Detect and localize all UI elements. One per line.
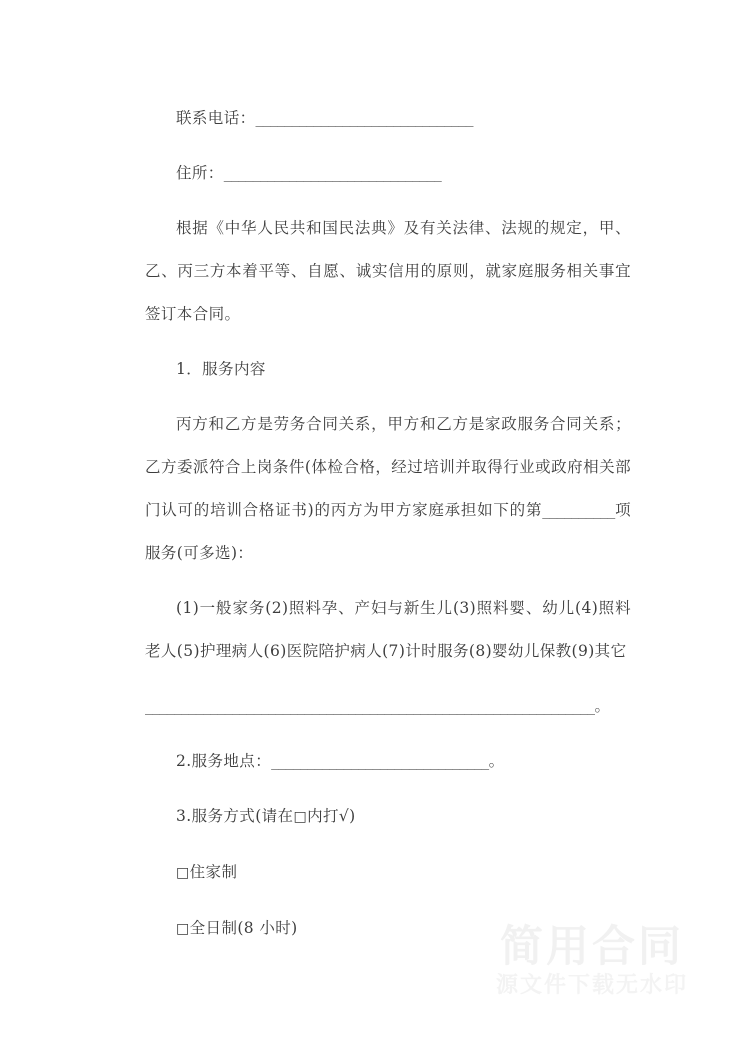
option-full-time[interactable]	[145, 907, 631, 951]
field-address-blank[interactable]: ______________________________	[223, 164, 442, 182]
service-item-other-blank-line	[145, 685, 631, 728]
watermark-brand: 简用合同	[500, 922, 684, 972]
field-service-location-label: 2.服务地点：	[176, 752, 272, 770]
checkbox-icon-full-time[interactable]: □	[176, 921, 190, 937]
section-1-heading: 1．服务内容	[176, 360, 266, 378]
field-service-location	[145, 740, 631, 783]
checkbox-icon: □	[293, 809, 308, 825]
field-contact-phone-label: 联系电话：	[176, 109, 256, 127]
section-1-count-blank[interactable]: __________	[542, 501, 615, 519]
checkbox-icon-live-in[interactable]: □	[176, 865, 190, 881]
section-1-body-text: 丙方和乙方是劳务合同关系，甲方和乙方是家政服务合同关系；乙方委派符合上岗条件(体检合格，经过培训并取得行业或政府相关部门认可的培训合格证书)的丙方为甲方家庭承担如下的第	[145, 415, 631, 519]
section-3-heading-mid: 内打	[307, 807, 339, 825]
service-item-other-blank[interactable]: ______________________________________________________________。	[145, 697, 610, 715]
section-3-heading-suffix: )	[349, 807, 356, 825]
section-3-heading	[145, 795, 631, 839]
field-address	[145, 152, 631, 195]
field-service-location-blank[interactable]: ______________________________	[271, 752, 489, 770]
field-contact-phone-blank[interactable]: ______________________________	[255, 109, 474, 127]
option-live-in[interactable]	[145, 851, 631, 895]
field-address-label: 住所：	[176, 164, 224, 182]
document-body	[145, 0, 631, 951]
watermark-tagline: 源文件下载无水印	[495, 973, 688, 998]
field-contact-phone	[145, 97, 631, 140]
section-1-body-tail: 项服务(可多选)：	[145, 501, 631, 562]
preamble-paragraph: 根据《中华人民共和国民法典》及有关法律、法规的规定，甲、乙、丙三方本着平等、自愿、诚实信用的原则，就家庭服务相关事宜签订本合同。	[145, 219, 631, 323]
service-item-list: (1)一般家务(2)照料孕、产妇与新生儿(3)照料婴、幼儿(4)照料老人(5)护理病人(6)医院陪护病人(7)计时服务(8)婴幼儿保教(9)其它	[145, 599, 631, 660]
field-service-location-end: 。	[488, 752, 505, 770]
section-3-heading-prefix: 3.服务方式(请在	[176, 807, 294, 825]
checkmark-icon: √	[338, 807, 350, 825]
option-full-time-label: 全日制(8 小时)	[189, 919, 298, 937]
option-live-in-label: 住家制	[189, 863, 238, 881]
section-1-body	[145, 403, 631, 575]
